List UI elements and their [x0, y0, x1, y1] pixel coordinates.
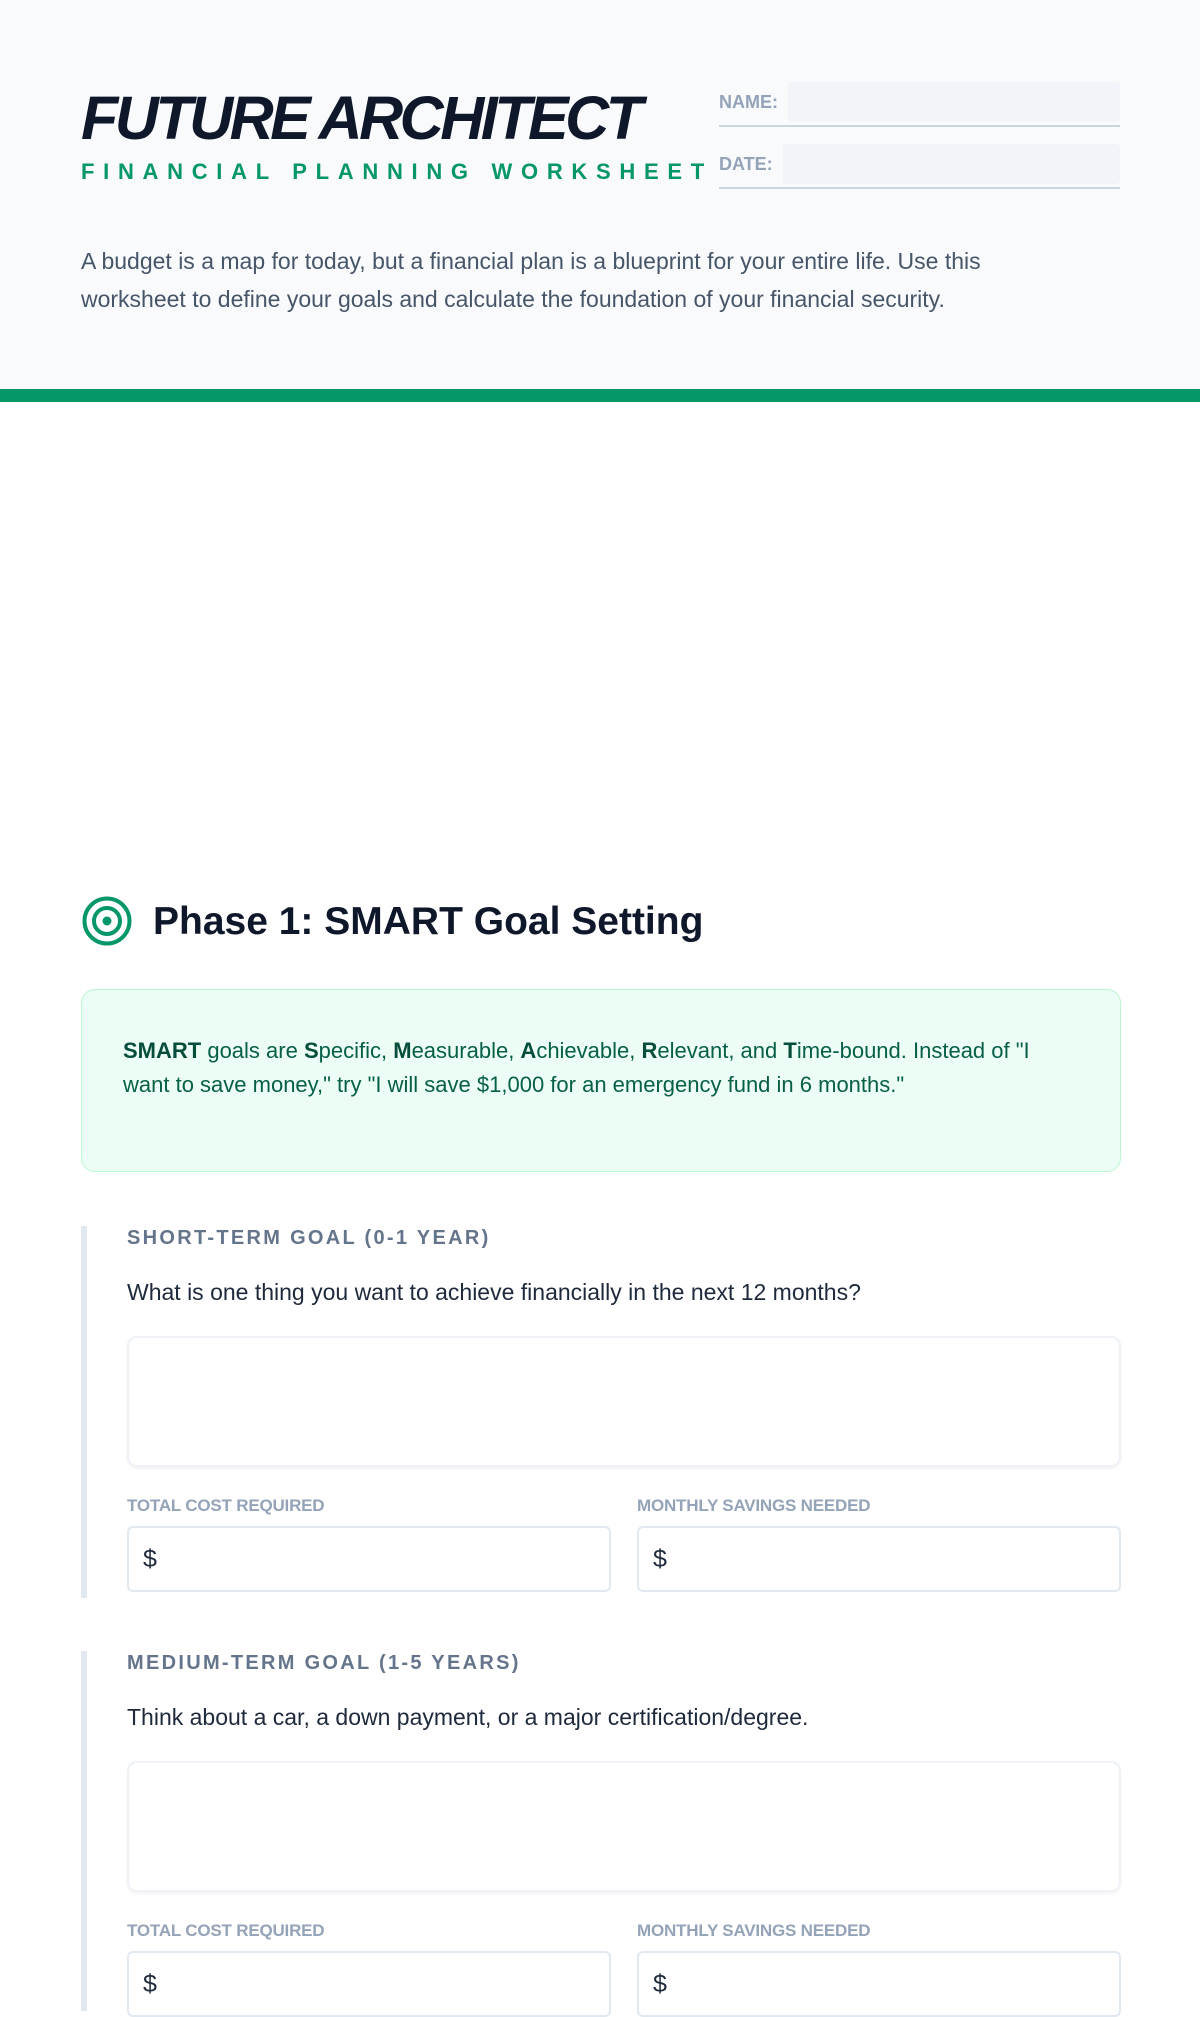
- intro-text: A budget is a map for today, but a financial plan is a blueprint for your entire life. Use this worksheet to define your goals and calculate the foundation of your financial security.: [81, 248, 981, 312]
- total-cost-field: [127, 1497, 611, 1592]
- goal-prompt: Think about a car, a down payment, or a major certification/degree.: [127, 1704, 809, 1730]
- cost-row: [127, 1497, 1121, 1592]
- monthly-savings-input[interactable]: [673, 1953, 1119, 2015]
- total-cost-label: TOTAL COST REQUIRED: [127, 1921, 325, 1940]
- monthly-savings-field: [637, 1922, 1121, 2017]
- callout-text: goals are: [201, 1038, 304, 1063]
- total-cost-box: [127, 1951, 611, 2017]
- callout-text: ime-bound. Instead of "I want to save money," try "I will save $1,000 for an emergency fund in 6 months.": [123, 1038, 1030, 1097]
- target-icon: [81, 895, 133, 947]
- callout-text: pecific,: [318, 1038, 394, 1063]
- cost-row: [127, 1922, 1121, 2017]
- monthly-savings-label: MONTHLY SAVINGS NEEDED: [637, 1921, 871, 1940]
- monthly-savings-label: MONTHLY SAVINGS NEEDED: [637, 1496, 871, 1515]
- dollar-sign: $: [653, 1969, 667, 1998]
- total-cost-field: [127, 1922, 611, 2017]
- monthly-savings-box: [637, 1526, 1121, 1592]
- date-label: DATE:: [719, 153, 773, 174]
- medium-term-goal-textarea[interactable]: [127, 1761, 1121, 1892]
- monthly-savings-field: [637, 1497, 1121, 1592]
- name-input[interactable]: [788, 82, 1120, 122]
- monthly-savings-input[interactable]: [673, 1528, 1119, 1590]
- date-input[interactable]: [783, 144, 1120, 184]
- total-cost-box: [127, 1526, 611, 1592]
- short-term-goal-textarea[interactable]: [127, 1336, 1121, 1467]
- callout-letter-m: M: [393, 1038, 412, 1063]
- name-field-row: [719, 79, 1120, 127]
- total-cost-label: TOTAL COST REQUIRED: [127, 1496, 325, 1515]
- phase1-heading: [81, 895, 703, 947]
- worksheet-title: FUTURE ARCHITECT: [81, 84, 640, 152]
- monthly-savings-box: [637, 1951, 1121, 2017]
- worksheet-header: [0, 0, 1200, 402]
- callout-letter-r: R: [641, 1038, 658, 1063]
- goal-label: SHORT-TERM GOAL (0-1 YEAR): [127, 1227, 491, 1249]
- dollar-sign: $: [653, 1544, 667, 1573]
- callout-text: easurable,: [411, 1038, 521, 1063]
- name-label: NAME:: [719, 91, 778, 112]
- date-field-row: [719, 141, 1120, 189]
- callout-letter-t: T: [783, 1038, 797, 1063]
- goal-label: MEDIUM-TERM GOAL (1-5 YEARS): [127, 1652, 521, 1674]
- smart-callout: [81, 989, 1121, 1172]
- smart-term: SMART: [123, 1038, 202, 1063]
- phase1-title: Phase 1: SMART Goal Setting: [153, 899, 704, 943]
- worksheet-subtitle: FINANCIAL PLANNING WORKSHEET: [81, 159, 713, 184]
- dollar-sign: $: [143, 1544, 157, 1573]
- dollar-sign: $: [143, 1969, 157, 1998]
- goal-prompt: What is one thing you want to achieve financially in the next 12 months?: [127, 1279, 861, 1305]
- callout-letter-s: S: [303, 1038, 319, 1063]
- total-cost-input[interactable]: [163, 1953, 609, 2015]
- total-cost-input[interactable]: [163, 1528, 609, 1590]
- medium-term-goal-block: [81, 1651, 1121, 2011]
- callout-letter-a: A: [520, 1038, 537, 1063]
- short-term-goal-block: [81, 1226, 1121, 1598]
- callout-text: elevant, and: [657, 1038, 784, 1063]
- callout-text: chievable,: [536, 1038, 642, 1063]
